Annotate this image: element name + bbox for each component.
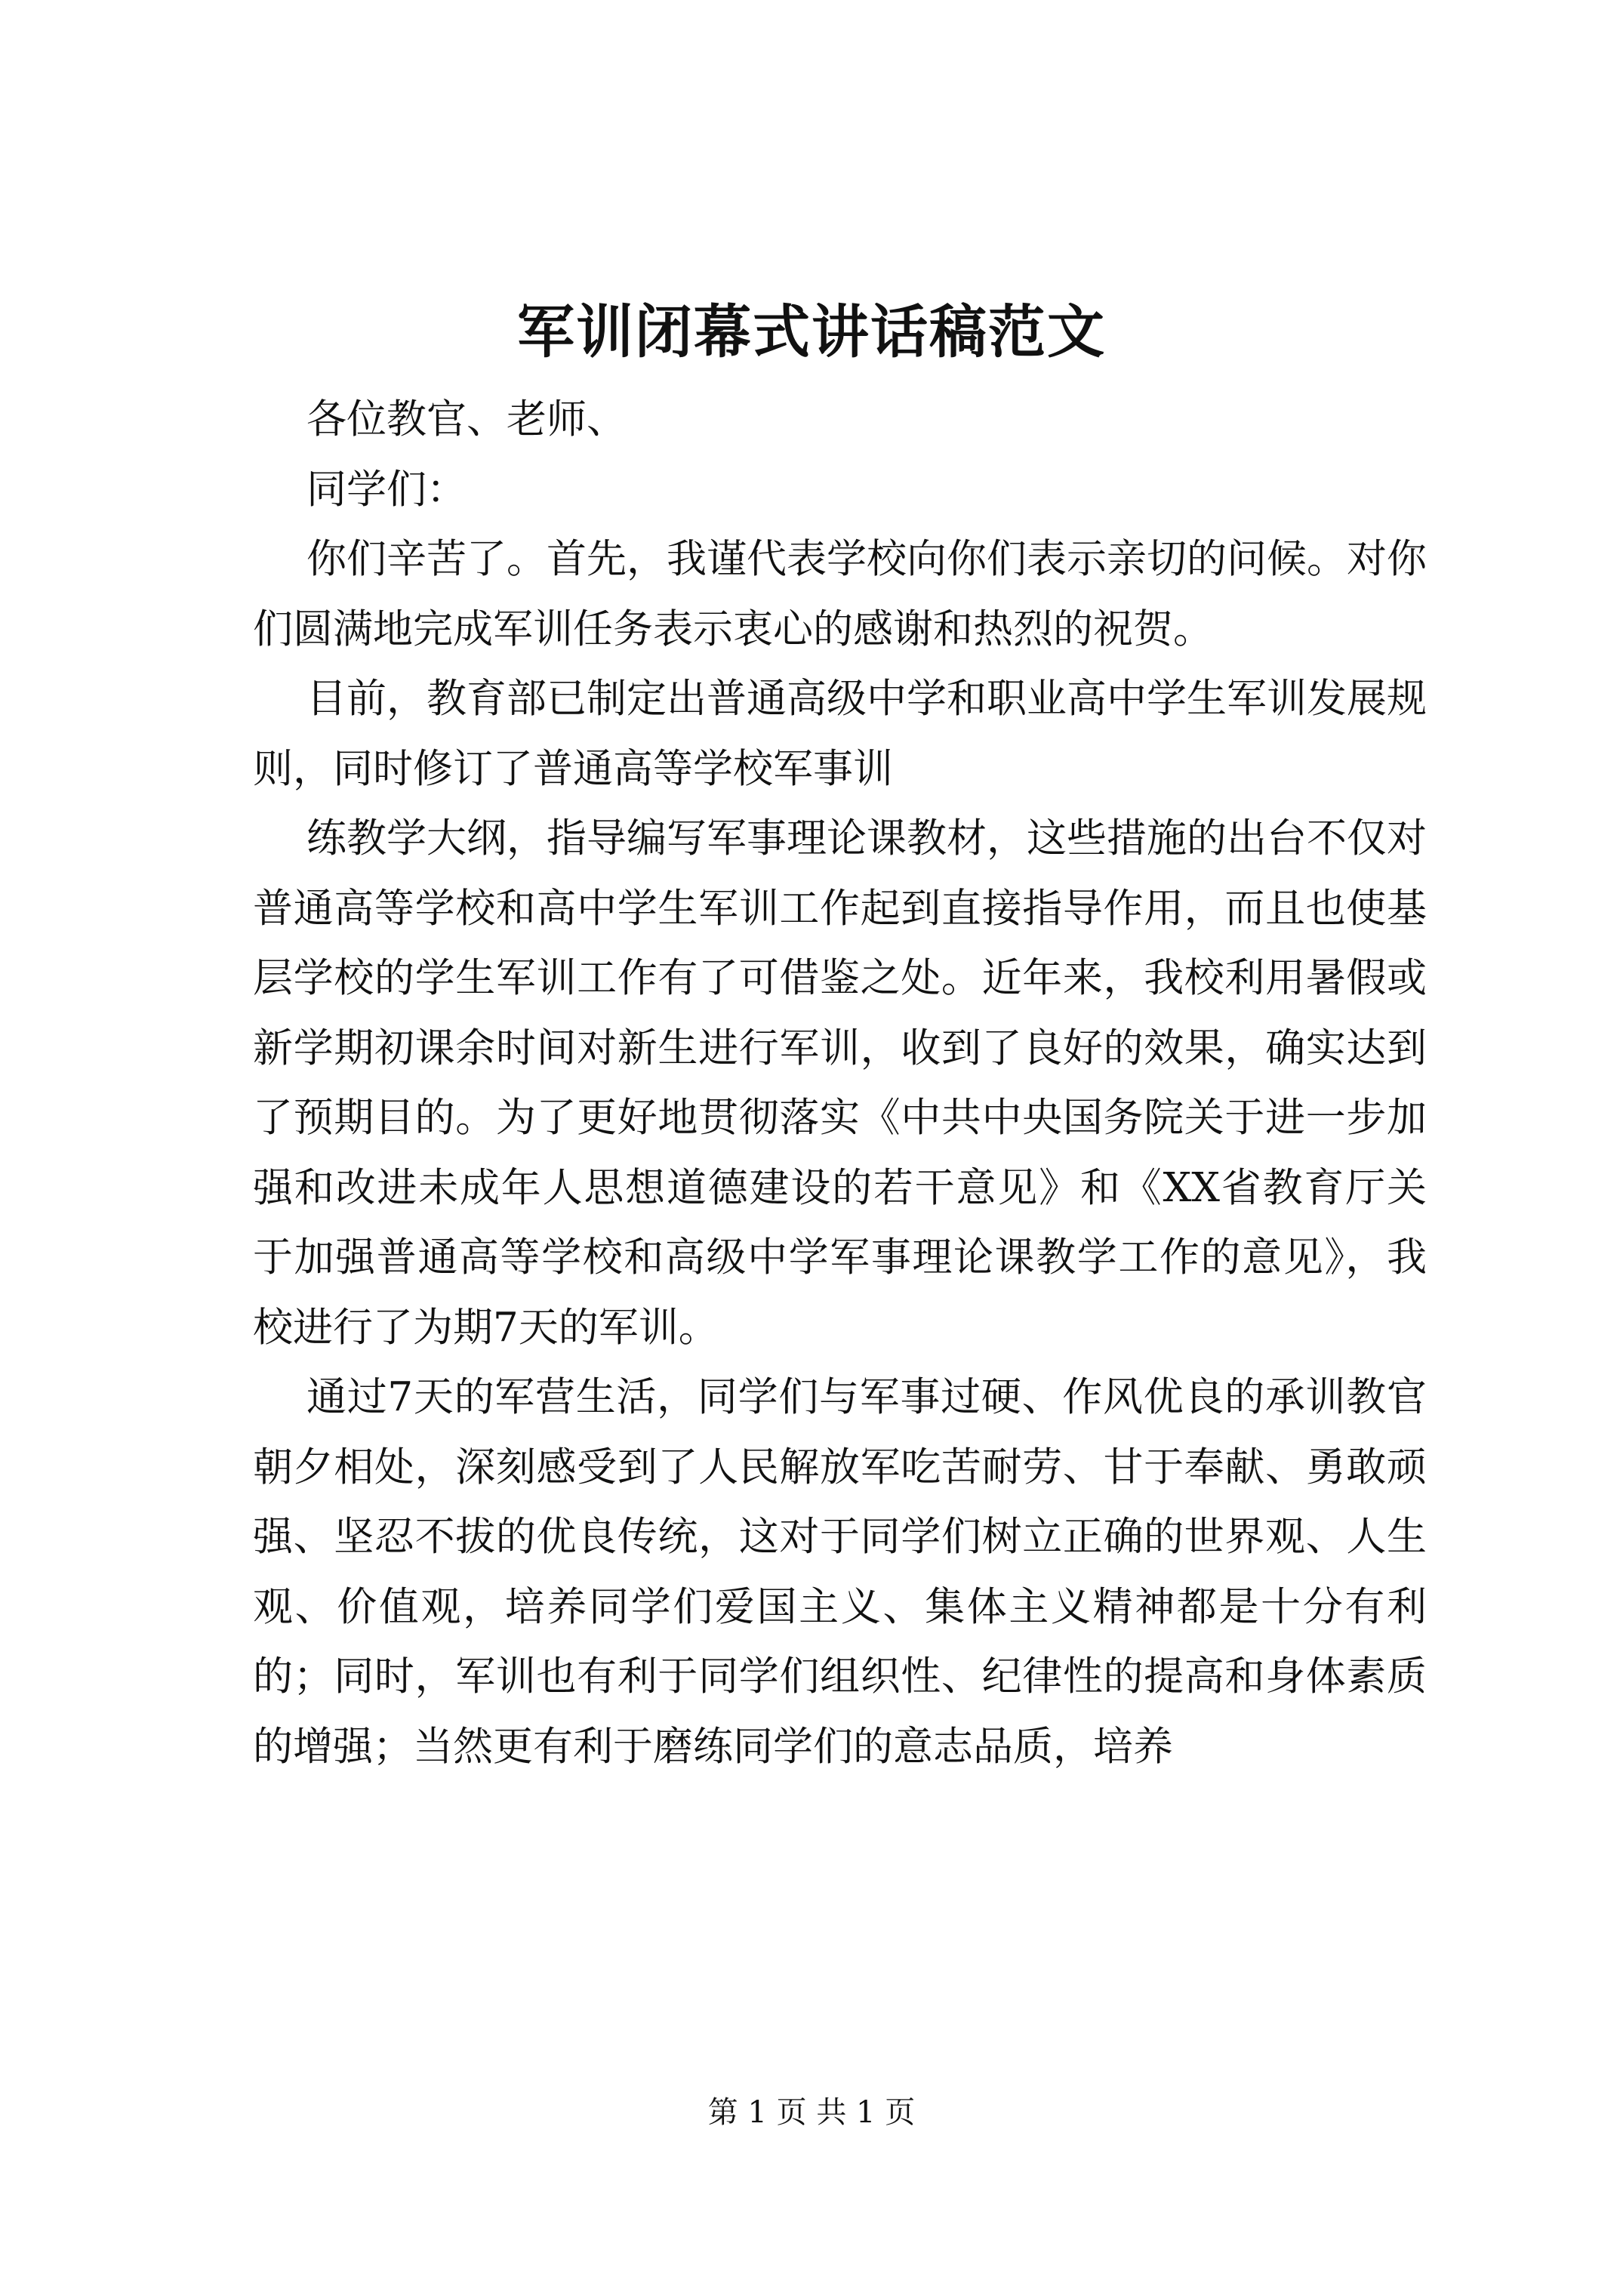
salutation-line-2: 同学们：: [306, 466, 467, 513]
salutation-line-1: 各位教官、老师、: [306, 396, 627, 442]
document-title: 军训闭幕式讲话稿范文: [517, 298, 1106, 365]
page-footer: 第 1 页 共 1 页: [707, 2095, 916, 2130]
paragraph-training-outline: 练教学大纲，指导编写军事理论课教材，这些措施的出台不仅对普通高等学校和高中学生军训工作起到直接指导作用，而且也使基层学校的学生军训工作有了可借鉴之处。近年来，我校利用暑假或新学期初课余时间对新生进行军训，收到了良好的效果，确实达到了预期目的。为了更好地贯彻落实《中共中央国务院关于进一步加强和改进未成年人思想道德建设的若干意见》和《XX省教育厅关于加强普通高等学校和高级中学军事理论课教学工作的意见》，我校进行了为期7天的军训。: [253, 815, 1427, 1351]
paragraph-camp-life: 通过7天的军营生活，同学们与军事过硬、作风优良的承训教官朝夕相处，深刻感受到了人民解放军吃苦耐劳、甘于奉献、勇敢顽强、坚忍不拔的优良传统，这对于同学们树立正确的世界观、人生观、价值观，培养同学们爱国主义、集体主义精神都是十分有利的；同时，军训也有利于同学们组织性、纪律性的提高和身体素质的增强；当然更有利于磨练同学们的意志品质，培养: [253, 1374, 1427, 1770]
document-body: [253, 385, 1427, 1782]
paragraph-greeting: 你们辛苦了。首先，我谨代表学校向你们表示亲切的问候。对你们圆满地完成军训任务表示衷心的感谢和热烈的祝贺。: [253, 536, 1427, 652]
paragraph-policy: 目前，教育部已制定出普通高级中学和职业高中学生军训发展规则，同时修订了普通高等学校军事训: [253, 676, 1427, 792]
